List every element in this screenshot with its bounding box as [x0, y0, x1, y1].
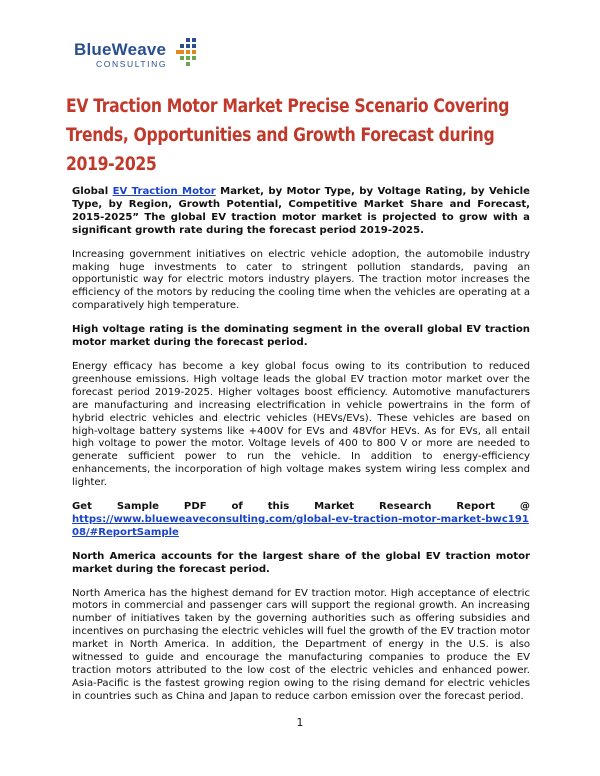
section-heading-1: High voltage rating is the dominating segment in the overall global EV traction motor market during the forecast period. [72, 324, 530, 349]
intro-prefix: Global [72, 186, 113, 197]
page-title: EV Traction Motor Market Precise Scenario Covering Trends, Opportunities and Growth Forecast during 2019-2025 [66, 96, 510, 175]
sample-word: Market [314, 501, 355, 513]
sample-word: Report [456, 501, 495, 513]
intro-paragraph [72, 186, 530, 238]
intro-rest: Market, by Motor Type, by Voltage Rating, by Vehicle Type, by Region, Growth Potential, Competitive Market Share and Forecast, 2015-2025” The global EV traction motor market is projected to grow with a significant growth rate during the forecast period 2019-2025. [72, 186, 530, 236]
paragraph-1: Increasing government initiatives on electric vehicle adoption, the automobile industry making huge investments to cater to stringent pollution standards, paving an opportunistic way for electric motors industry players. The traction motor increases the efficiency of the motors by reducing the cooling time when the vehicles are operating at a comparatively high temperature. [72, 248, 530, 312]
sample-word: Get [72, 501, 92, 513]
sample-word: @ [519, 501, 530, 513]
logo-name: BlueWeave [74, 40, 167, 59]
paragraph-3: North America has the highest demand for EV traction motor. High acceptance of electric motors in commercial and passenger cars will support the regional growth. An increasing number of initiatives taken by the governing authorities such as offering subsidies and incentives on purchasing the electric vehicles will fuel the growth of the EV traction motor market in North America. In addition, the Department of energy in the U.S. is also witnessed to guide and encourage the manufacturing companies to produce the EV traction motors attributed to the low cost of the electric vehicles and enhanced power. Asia-Pacific is the fastest growing region owing to the rising demand for electric vehicles in countries such as China and Japan to reduce carbon emission over the forecast period. [72, 587, 530, 702]
sample-request [72, 501, 530, 540]
logo-dots-icon [176, 38, 200, 68]
sample-word: this [267, 501, 290, 513]
logo-tagline: CONSULTING [96, 59, 168, 69]
sample-word: of [231, 501, 243, 513]
report-sample-link[interactable]: https://www.blueweaveconsulting.com/global-ev-traction-motor-market-bwc19108/#ReportSample [72, 513, 529, 538]
company-logo [74, 38, 224, 72]
section-heading-2: North America accounts for the largest share of the global EV traction motor market during the forecast period. [72, 550, 530, 575]
sample-word: Sample [116, 501, 160, 513]
sample-word: Research [378, 501, 432, 513]
sample-request-text [72, 501, 530, 514]
page-number: 1 [296, 717, 304, 729]
ev-traction-motor-link[interactable]: EV Traction Motor [112, 186, 216, 197]
sample-word: PDF [183, 501, 207, 513]
paragraph-2: Energy efficacy has become a key global focus owing to its contribution to reduced greenhouse emissions. High voltage leads the global EV traction motor market over the forecast period 2019-2025. Higher voltages boost efficiency. Automotive manufacturers are manufacturing and increasing electrification in vehicle powertrains in the form of hybrid electric vehicles and electric vehicles (HEVs/EVs). These vehicles are based on high-voltage battery systems like +400V for EVs and 48Vfor HEVs. As for EVs, all entail high voltage to power the motor. Voltage levels of 400 to 800 V or more are needed to generate sufficient power to run the vehicle. In addition to energy-efficiency enhancements, the incorporation of high voltage makes system wiring less complex and lighter. [72, 360, 530, 489]
article-body [72, 186, 530, 715]
